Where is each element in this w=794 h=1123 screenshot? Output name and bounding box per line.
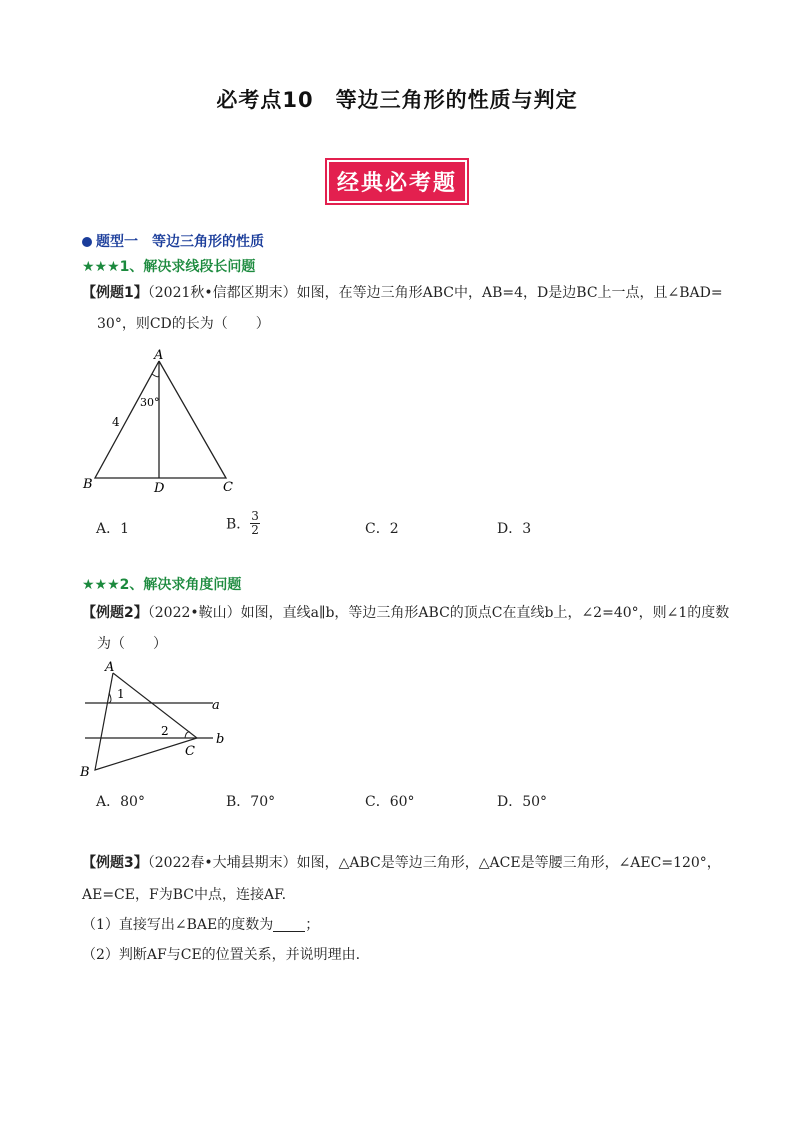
classic-badge: 经典必考题 [327, 160, 467, 203]
example-1-option-b[interactable]: B． $\frac{3}{2}$ [226, 509, 259, 537]
example-2-option-c[interactable]: C．60° [365, 794, 415, 810]
example-3-tag: 【例题3】 [82, 855, 148, 871]
example-2-option-b[interactable]: B．70° [226, 794, 276, 810]
subsection-heading-2: ★★★2、解决求角度问题 [82, 577, 242, 593]
label-c: C [185, 744, 195, 759]
example-1-option-c[interactable]: C．2 [365, 521, 399, 537]
angle-1-label: 1 [117, 687, 125, 701]
example-3-line-2: AE=CE，F为BC中点，连接AF. [82, 887, 287, 903]
angle-label: 30° [140, 396, 160, 409]
example-2-figure [75, 657, 245, 782]
example-2-line-1: 【例题2】（2022•鞍山）如图，直线a∥b，等边三角形ABC的顶点C在直线b上，∠2=40°，则∠1的度数 [82, 605, 730, 621]
example-1-option-d[interactable]: D．3 [497, 521, 532, 537]
subsection-heading-1: ★★★1、解决求线段长问题 [82, 259, 256, 275]
label-a: A [154, 348, 164, 363]
label-b: B [83, 477, 93, 492]
example-2-line-2: 为（ ） [97, 636, 167, 652]
example-3-question-1: （1）直接写出∠BAE的度数为 ； [82, 917, 320, 933]
bullet-dot-icon [82, 237, 92, 247]
example-1-line-1: 【例题1】（2021秋•信都区期末）如图，在等边三角形ABC中，AB=4，D是边BC上一点，且∠BAD= [82, 285, 723, 301]
badge-container [0, 160, 794, 203]
side-length-label: 4 [112, 415, 120, 429]
example-1-tag: 【例题1】 [82, 285, 148, 301]
example-1-figure [80, 345, 250, 495]
example-3-question-2: （2）判断AF与CE的位置关系，并说明理由. [82, 947, 361, 963]
label-d: D [154, 481, 165, 495]
three-stars-icon: ★★★ [82, 577, 120, 593]
angle-arc [152, 374, 159, 377]
line-label-a: a [212, 698, 220, 713]
example-2-tag: 【例题2】 [82, 605, 148, 621]
three-stars-icon: ★★★ [82, 259, 120, 275]
line-label-b: b [216, 732, 225, 747]
page-title: 必考点10 等边三角形的性质与判定 [216, 88, 578, 112]
example-2-option-a[interactable]: A．80° [96, 794, 145, 810]
angle-2-arc [185, 732, 190, 738]
example-1-option-a[interactable]: A．1 [96, 521, 130, 537]
answer-blank[interactable] [273, 917, 305, 932]
example-3-line-1: 【例题3】（2022春•大埔县期末）如图，△ABC是等边三角形，△ACE是等腰三角形，∠AEC=120°， [82, 855, 721, 871]
label-c: C [223, 480, 233, 495]
label-a: A [105, 660, 115, 675]
fraction: $\frac{3}{2}$ [251, 509, 259, 537]
label-b: B [80, 765, 90, 780]
triangle-abc [95, 673, 197, 770]
section-heading: 题型一 等边三角形的性质 [82, 231, 264, 251]
example-1-line-2: 30°，则CD的长为（ ） [97, 316, 270, 332]
example-2-option-d[interactable]: D．50° [497, 794, 548, 810]
angle-2-label: 2 [161, 724, 169, 738]
angle-1-arc [109, 693, 111, 703]
